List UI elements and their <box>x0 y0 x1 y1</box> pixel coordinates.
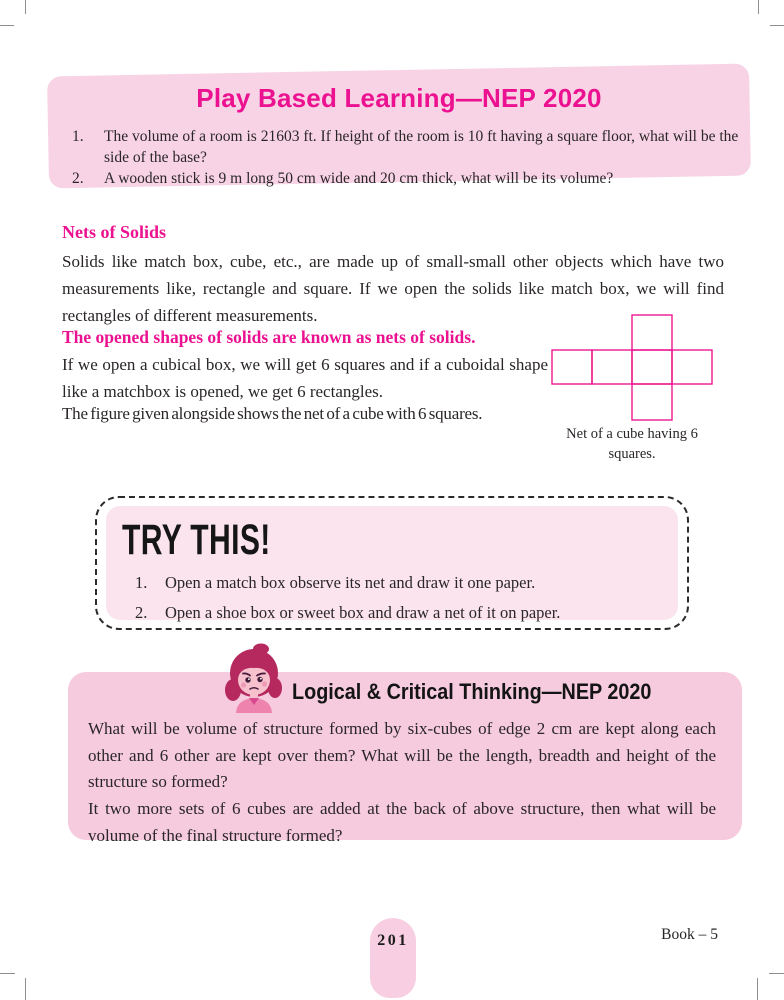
crop-mark-top-right-h <box>770 25 784 26</box>
nets-of-solids-heading: Nets of Solids <box>62 222 167 242</box>
crop-mark-bottom-right-h <box>769 973 784 974</box>
page-number: 201 <box>377 932 409 949</box>
crop-mark-bottom-right-v <box>757 978 758 1000</box>
nets-definition: The opened shapes of solids are known as nets of solids. <box>62 327 476 347</box>
header-item-1-text: The volume of a room is 21603 ft. If height of the room is 10 ft having a square floor, what will be the side of the base? <box>104 128 739 166</box>
cube-net-caption: Net of a cube having 6 squares. <box>566 426 698 462</box>
nets-body-paragraph: If we open a cubical box, we will get 6 squares and if a cuboidal shape like a matchbox is opened, we get 6 rectangles. <box>62 355 548 401</box>
logical-paragraph-2: It two more sets of 6 cubes are added at the back of above structure, then what will be volume of the final structure formed? <box>88 799 716 845</box>
cube-net-diagram-icon <box>551 314 713 422</box>
header-item-2-text: A wooden stick is 9 m long 50 cm wide and 20 cm thick, what will be its volume? <box>104 170 614 187</box>
worried-girl-icon <box>220 643 288 715</box>
crop-mark-bottom-left-h <box>0 973 15 974</box>
try-this-item-2-text: Open a shoe box or sweet box and draw a net of it on paper. <box>165 603 561 622</box>
crop-mark-bottom-left-v <box>25 978 26 1000</box>
crop-mark-top-right-v <box>758 0 759 14</box>
page-number-tab <box>370 918 416 998</box>
try-this-item-1-number: 1. <box>135 573 148 592</box>
logical-paragraph-1: What will be volume of structure formed by six-cubes of edge 2 cm are kept along each other and 6 other are kept over them? What will be the length, breadth and height of the structure so formed? <box>88 719 716 791</box>
try-this-item-1-text: Open a match box observe its net and draw it one paper. <box>165 573 536 592</box>
header-item-2-number: 2. <box>72 170 84 187</box>
crop-mark-top-left-h <box>0 25 14 26</box>
try-this-item-2-number: 2. <box>135 603 148 622</box>
book-label: Book – 5 <box>661 926 718 943</box>
try-this-title: TRY THIS! <box>122 516 271 564</box>
crop-mark-top-left-v <box>25 0 26 14</box>
logical-thinking-title: Logical & Critical Thinking—NEP 2020 <box>292 679 652 704</box>
nets-figure-line: The figure given alongside shows the net of a cube with 6 squares. <box>62 404 483 423</box>
header-item-1-number: 1. <box>72 128 84 145</box>
play-based-learning-title: Play Based Learning—NEP 2020 <box>196 83 602 113</box>
nets-intro-paragraph: Solids like match box, cube, etc., are made up of small-small other objects which have two measurements like, rectangle and square. If we open the solids like match box, we will find rectangles of different measurements. <box>62 252 724 325</box>
